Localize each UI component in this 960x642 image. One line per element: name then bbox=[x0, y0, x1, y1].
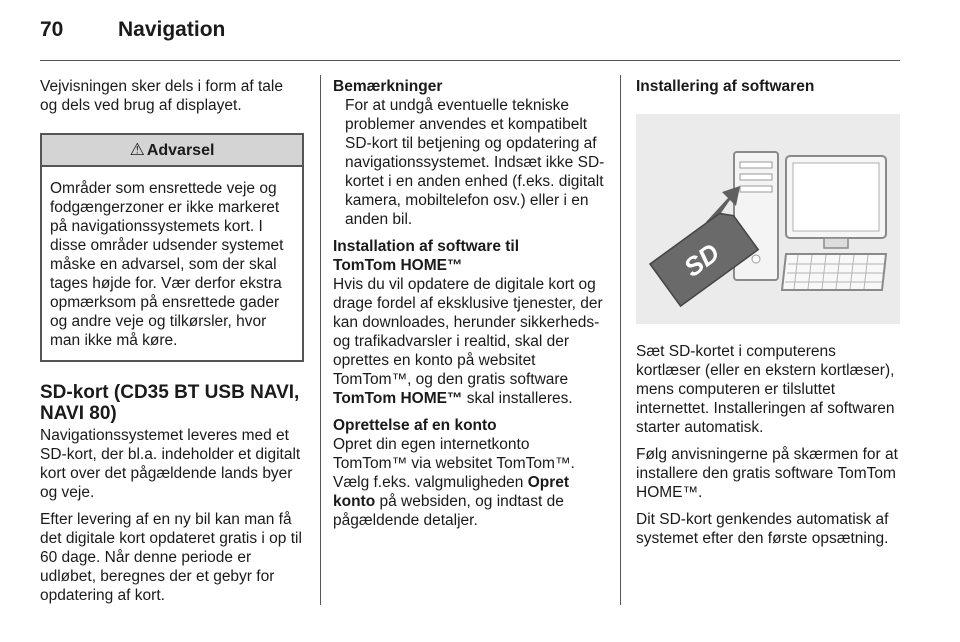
sd-card-heading: SD-kort (CD35 BT USB NAVI, NAVI 80) bbox=[40, 382, 300, 424]
sd-card-label: SD bbox=[678, 237, 725, 283]
header-rule bbox=[40, 60, 900, 61]
account-bold: Opret konto bbox=[333, 474, 570, 510]
install-text: Hvis du vil opdatere de digitale kort og drage fordel af eksklusive tjenester, der kan downloades, herunder sikkerheds- og trafikadvarsler i realtid, skal der oprettes en konto på websitet TomTom™, og den gratis software bbox=[333, 276, 603, 388]
sd-card-paragraph-2: Efter levering af en ny bil kan man få det digitale kort opdateret gratis i op til 60 dage. Når denne periode er udløbet, beregnes der et gebyr for opdatering af kort. bbox=[40, 511, 302, 604]
account-tail: på websiden, og indtast de pågældende detaljer. bbox=[333, 493, 564, 529]
install-paragraph bbox=[333, 275, 605, 408]
warning-triangle-icon: ⚠ bbox=[129, 140, 145, 159]
column-2 bbox=[333, 77, 605, 538]
note-text: For at undgå eventuelle tekniske problemer anvendes et kompatibelt SD-kort til betjening og opdatering af navigationssystemet. Indsæt ikke SD-kortet i en anden enhed (f.eks. digitalt kamera, mobiltelefon osv.) eller i en anden bil. bbox=[345, 97, 605, 228]
warning-title: Advarsel bbox=[146, 142, 215, 159]
sd-card-paragraph-1: Navigationssystemet leveres med et SD-kort, der bl.a. indeholder et digitalt kort over det pågældende lands byer og veje. bbox=[40, 427, 301, 501]
install-step-paragraph-3: Dit SD-kort genkendes automatisk af systemet efter den første opsætning. bbox=[636, 511, 889, 547]
note-title: Bemærkninger bbox=[333, 78, 443, 95]
account-text: Opret din egen internetkonto TomTom™ via websitet TomTom™. Vælg f.eks. valgmuligheden bbox=[333, 436, 575, 491]
sd-card-computer-illustration bbox=[636, 114, 900, 324]
column-3 bbox=[636, 77, 904, 556]
column-1 bbox=[40, 77, 304, 613]
install-title-line-2: TomTom HOME™ bbox=[333, 257, 463, 274]
account-title: Oprettelse af en konto bbox=[333, 417, 497, 434]
install-bold: TomTom HOME™ bbox=[333, 390, 463, 407]
intro-paragraph: Vejvisningen sker dels i form af tale og dels ved brug af displayet. bbox=[40, 78, 283, 114]
warning-header bbox=[42, 135, 302, 167]
section-title: Navigation bbox=[118, 18, 226, 41]
warning-box bbox=[40, 133, 304, 362]
column-divider-2 bbox=[620, 75, 621, 605]
page-number: 70 bbox=[40, 18, 64, 41]
software-install-title: Installering af softwaren bbox=[636, 78, 815, 95]
install-tail: skal installeres. bbox=[462, 390, 573, 407]
column-divider-1 bbox=[320, 75, 321, 605]
account-paragraph bbox=[333, 435, 605, 530]
install-title-line-1: Installation af software til bbox=[333, 238, 520, 255]
warning-text: Områder som ensrettede veje og fodgængerzoner er ikke markeret på navigationssystemets kort. I disse områder udsender systemet måske en advarsel, som der skal tages højde for. Vær derfor ekstra opmærksom på ensrettede gader og andre veje og tilkørsler, hvor man ikke må køre. bbox=[50, 180, 284, 349]
install-step-paragraph-1: Sæt SD-kortet i computerens kortlæser (eller en ekstern kortlæser), mens computeren er tilsluttet internettet. Installeringen af softwaren starter automatisk. bbox=[636, 343, 895, 436]
install-step-paragraph-2: Følg anvisningerne på skærmen for at installere den gratis software TomTom HOME™. bbox=[636, 446, 898, 501]
